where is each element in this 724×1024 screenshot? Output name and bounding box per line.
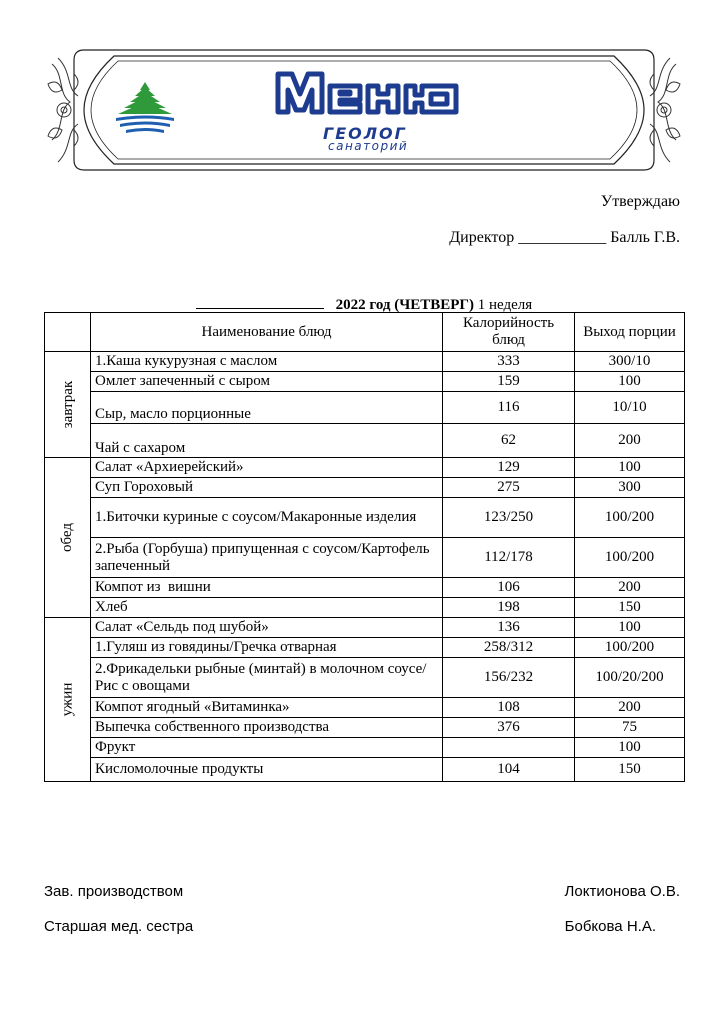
- table-row: [45, 424, 685, 458]
- dish-portion: 200: [575, 698, 685, 718]
- dish-portion: 200: [575, 424, 685, 458]
- dish-portion: 300: [575, 478, 685, 498]
- dish-calories: 156/232: [443, 658, 575, 698]
- table-row: [45, 658, 685, 698]
- week-number: 1 неделя: [477, 297, 533, 313]
- dish-name: Салат «Сельдь под шубой»: [91, 618, 443, 638]
- dish-portion: 10/10: [575, 392, 685, 424]
- dish-portion: 100/200: [575, 638, 685, 658]
- dish-portion: 300/10: [575, 352, 685, 372]
- dish-name: 2.Фрикадельки рыбные (минтай) в молочном соусе/Рис с овощами: [91, 658, 443, 698]
- table-row: [45, 598, 685, 618]
- brand-name: ГЕОЛОГ: [323, 124, 407, 143]
- table-row: [45, 352, 685, 372]
- director-signature-line: Директор ___________ Балль Г.В.: [449, 229, 680, 246]
- dish-name: Компот ягодный «Витаминка»: [91, 698, 443, 718]
- dish-name: Суп Гороховый: [91, 478, 443, 498]
- dish-portion: 150: [575, 758, 685, 782]
- dish-name: Омлет запеченный с сыром: [91, 372, 443, 392]
- dish-name: Компот из вишни: [91, 578, 443, 598]
- dish-calories: 376: [443, 718, 575, 738]
- dish-name: 1.Биточки куриные с соусом/Макаронные изделия: [91, 498, 443, 538]
- dish-portion: 200: [575, 578, 685, 598]
- table-header-row: [45, 313, 685, 352]
- year-day: 2022 год (ЧЕТВЕРГ): [335, 297, 474, 313]
- dish-calories: 258/312: [443, 638, 575, 658]
- dish-calories: 333: [443, 352, 575, 372]
- dish-calories: 112/178: [443, 538, 575, 578]
- nurse-name: Бобкова Н.А.: [564, 918, 656, 935]
- meal-label-dinner: [45, 618, 91, 782]
- dish-name: Сыр, масло порционные: [91, 392, 443, 424]
- dish-calories: 275: [443, 478, 575, 498]
- dish-portion: 100: [575, 372, 685, 392]
- brand-subtitle: санаторий: [328, 139, 409, 153]
- table-row: [45, 618, 685, 638]
- menu-table: [44, 312, 685, 782]
- dish-name: Хлеб: [91, 598, 443, 618]
- spruce-logo-icon: [112, 80, 178, 138]
- table-row: [45, 372, 685, 392]
- dish-calories: 104: [443, 758, 575, 782]
- dish-calories: 116: [443, 392, 575, 424]
- dish-name: 1.Каша кукурузная с маслом: [91, 352, 443, 372]
- dish-portion: 75: [575, 718, 685, 738]
- meal-label-lunch: [45, 458, 91, 618]
- dish-name: Фрукт: [91, 738, 443, 758]
- table-row: [45, 538, 685, 578]
- dish-name: 2.Рыба (Горбуша) припущенная с соусом/Картофель запеченный: [91, 538, 443, 578]
- approve-label: Утверждаю: [600, 193, 680, 210]
- table-row: [45, 498, 685, 538]
- dish-name: Кисломолочные продукты: [91, 758, 443, 782]
- menu-wordmark: [272, 66, 462, 118]
- dish-calories: 123/250: [443, 498, 575, 538]
- table-row: [45, 758, 685, 782]
- table-row: [45, 578, 685, 598]
- dish-name: Салат «Архиерейский»: [91, 458, 443, 478]
- dish-portion: 100/200: [575, 498, 685, 538]
- dish-calories: 62: [443, 424, 575, 458]
- table-row: [45, 698, 685, 718]
- dish-portion: 100: [575, 738, 685, 758]
- header-name: Наименование блюд: [91, 313, 443, 352]
- dish-calories: 129: [443, 458, 575, 478]
- header-calories: Калорийность блюд: [443, 313, 575, 352]
- dish-calories: 198: [443, 598, 575, 618]
- table-row: [45, 392, 685, 424]
- table-row: [45, 738, 685, 758]
- production-role: Зав. производством: [44, 883, 184, 900]
- nurse-role: Старшая мед. сестра: [44, 918, 194, 935]
- dish-portion: 150: [575, 598, 685, 618]
- dish-name: 1.Гуляш из говядины/Гречка отварная: [91, 638, 443, 658]
- header-meal: [45, 313, 91, 352]
- meal-label-text: ужин: [58, 682, 75, 717]
- date-blank: [196, 295, 324, 309]
- table-row: [45, 478, 685, 498]
- dish-name: Выпечка собственного производства: [91, 718, 443, 738]
- header-portion: Выход порции: [575, 313, 685, 352]
- menu-wordmark-icon: [272, 66, 462, 118]
- meal-label-breakfast: [45, 352, 91, 458]
- dish-calories: 108: [443, 698, 575, 718]
- dish-calories: 136: [443, 618, 575, 638]
- dish-portion: 100/200: [575, 538, 685, 578]
- dish-name: Чай с сахаром: [91, 424, 443, 458]
- table-row: [45, 718, 685, 738]
- production-name: Локтионова О.В.: [564, 883, 680, 900]
- meal-label-text: обед: [59, 522, 75, 553]
- dish-portion: 100: [575, 618, 685, 638]
- dish-calories: [443, 738, 575, 758]
- table-row: [45, 638, 685, 658]
- table-row: [45, 458, 685, 478]
- meal-label-text: завтрак: [60, 380, 77, 429]
- dish-calories: 106: [443, 578, 575, 598]
- dish-portion: 100: [575, 458, 685, 478]
- dish-calories: 159: [443, 372, 575, 392]
- dish-portion: 100/20/200: [575, 658, 685, 698]
